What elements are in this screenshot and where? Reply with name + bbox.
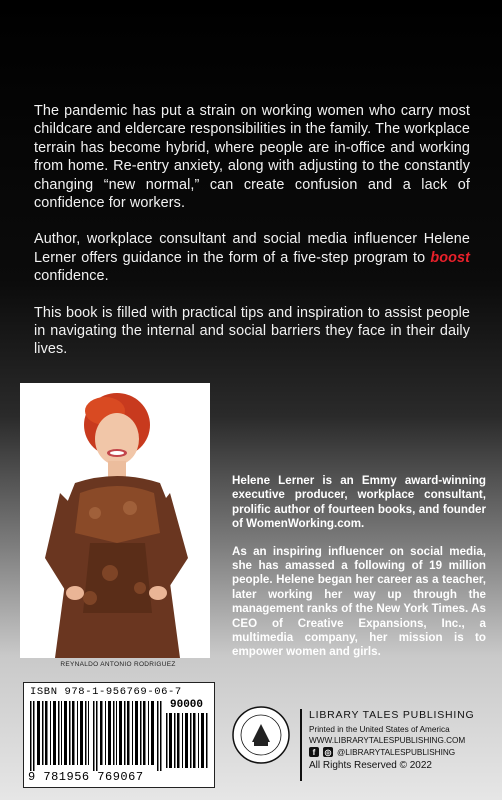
addon-barcode-bars <box>166 713 210 768</box>
blurb-paragraph-2 <box>34 230 470 285</box>
blurb-p2-end: confidence. <box>34 268 109 285</box>
author-portrait-illustration <box>20 383 210 658</box>
rights-notice: All Rights Reserved © 2022 <box>309 760 432 771</box>
facebook-icon: f <box>309 747 319 757</box>
instagram-icon: ◎ <box>324 747 332 757</box>
author-photo <box>20 383 210 658</box>
blurb-p2-start: Author, workplace consultant and social media influencer Helene Lerner offers guidance in the form of a five-step program to <box>34 231 470 266</box>
social-row <box>309 747 494 757</box>
ean-number: 9 781956 769067 <box>28 770 144 784</box>
isbn-barcode <box>23 682 215 788</box>
blurb-paragraph-1: The pandemic has put a strain on working women who carry most childcare and eldercare responsibilities in the family. The workplace terrain has become hybrid, where people are in-office and working from home. Re-entry anxiety, along with adjusting to the constantly changing “new normal,” can create confusion and a lack of confidence for workers. <box>34 103 470 212</box>
price-code: 90000 <box>170 699 204 711</box>
publisher-name: LIBRARY TALES PUBLISHING <box>309 709 475 721</box>
boost-highlight: boost <box>430 249 470 266</box>
author-bio <box>232 474 486 673</box>
ean-barcode-bars <box>30 701 162 771</box>
photo-credit: REYNALDO ANTONIO RODRIGUEZ <box>60 661 176 668</box>
isbn-number: ISBN 978-1-956769-06-7 <box>30 686 182 698</box>
blurb-paragraph-3: This book is filled with practical tips and inspiration to assist people in navigating the internal and social barriers they face in their daily lives. <box>34 304 470 358</box>
publisher-website: WWW.LIBRARYTALESPUBLISHING.COM <box>309 736 466 745</box>
printed-in: Printed in the United States of America <box>309 725 450 734</box>
publisher-info <box>309 709 494 771</box>
social-handle: @LIBRARYTALESPUBLISHING <box>337 747 456 757</box>
back-cover-blurb <box>34 102 470 377</box>
bio-paragraph-2: As an inspiring influencer on social media, she has amassed a following of 19 million people. Helene began her career as a teacher, later working her way up through the management ranks of the New York Times. As CEO of Creative Expansions, Inc., a multimedia company, her mission is to empower women and girls. <box>232 544 486 659</box>
bio-paragraph-1: Helene Lerner is an Emmy award-winning executive producer, workplace consultant, prolific author of fourteen books, and founder of WomenWorking.com. <box>232 474 486 531</box>
publisher-seal-logo <box>232 706 290 764</box>
publisher-divider <box>300 709 302 781</box>
